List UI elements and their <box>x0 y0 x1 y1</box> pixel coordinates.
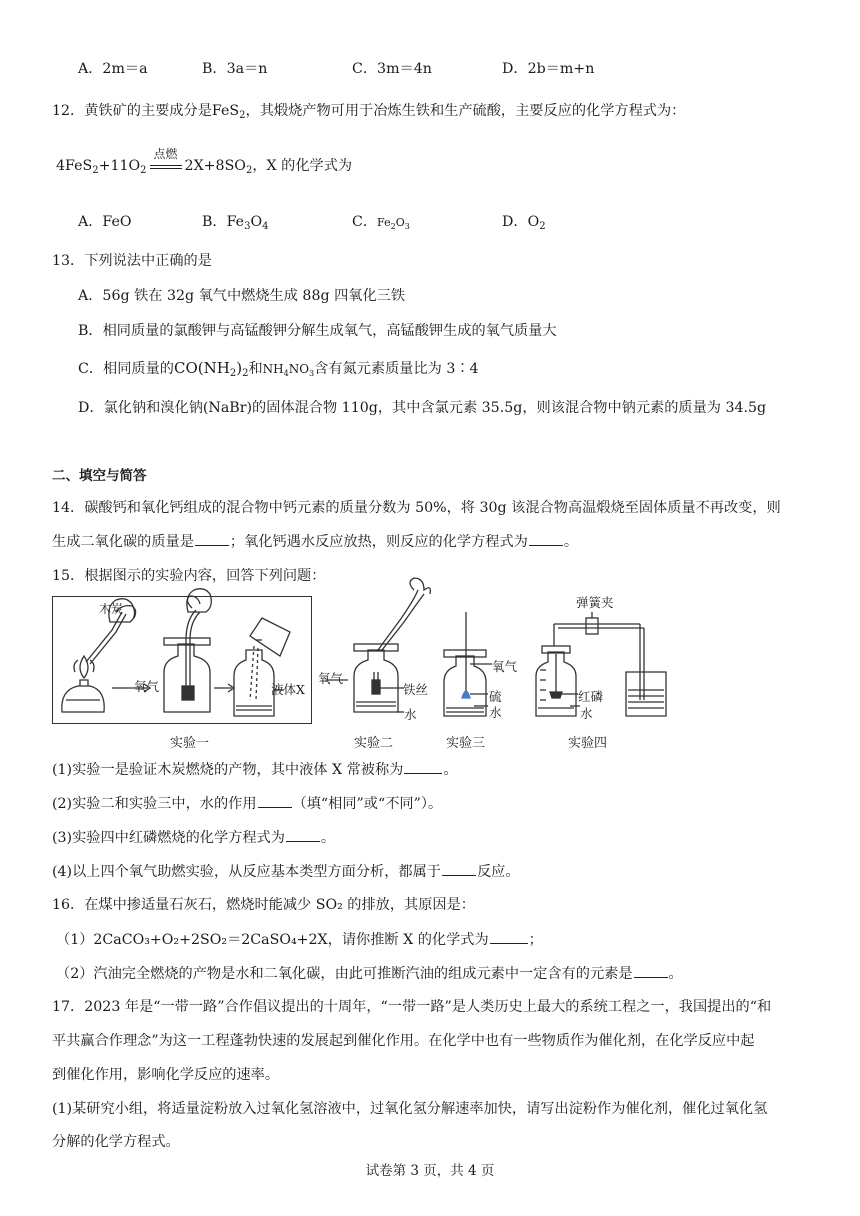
answer-blank[interactable] <box>404 759 442 774</box>
label-liquid-x: 液体X <box>271 682 305 697</box>
q12-stem: 12．黄铁矿的主要成分是FeS$_2$，其煅烧产物可用于冶炼生铁和生产硫酸，主要反应的化学方程式为： <box>52 103 686 121</box>
answer-blank[interactable] <box>490 929 528 944</box>
q12-option-c: C．$Fe_2O_3$ <box>352 214 410 231</box>
label-oxygen-2: 氧气 <box>318 671 344 686</box>
q13-option-d: D．氯化钠和溴化钠(NaBr)的固体混合物 110g，其中含氯元素 35.5g，则该混合物中钠元素的质量为 34.5g <box>78 400 767 416</box>
label-water-2: 水 <box>404 707 417 722</box>
caption-exp-4: 实验四 <box>568 736 608 751</box>
page-footer: 试卷第 3 页，共 4 页 <box>365 1163 495 1179</box>
q15-part-4: (4)以上四个氧气助燃实验，从反应基本类型方面分析，都属于 反应。 <box>52 861 520 882</box>
q17-part-1-cont: 分解的化学方程式。 <box>52 1134 180 1150</box>
q13-stem: 13．下列说法中正确的是 <box>52 253 212 269</box>
q17-line2: 平共赢合作理念”为这一工程蓬勃快速的发展起到催化作用。在化学中也有一些物质作为催化剂，在化学反应中起 <box>52 1033 755 1049</box>
q16-part-1: （1）2CaCO₃+O₂+2SO₂＝2CaSO₄+2X，请你推断 X 的化学式为 ； <box>56 929 543 950</box>
label-charcoal: 木炭 <box>99 602 124 616</box>
answer-blank[interactable] <box>286 827 320 842</box>
section-heading: 二、填空与简答 <box>52 468 147 484</box>
label-water-4: 水 <box>580 706 593 721</box>
q15-stem: 15．根据图示的实验内容，回答下列问题： <box>52 568 326 584</box>
caption-exp-3: 实验三 <box>446 736 486 751</box>
answer-blank[interactable] <box>442 861 476 876</box>
caption-exp-2: 实验二 <box>354 736 394 751</box>
label-red-phosphorus: 红磷 <box>578 689 604 704</box>
q17-part-1: (1)某研究小组，将适量淀粉放入过氧化氢溶液中，过氧化氢分解速率加快，请写出淀粉作为催化剂，催化过氧化氢 <box>52 1101 768 1117</box>
q17-line3: 到催化作用，影响化学反应的速率。 <box>52 1067 280 1083</box>
q15-part-1: (1)实验一是验证木炭燃烧的产物，其中液体 X 常被称为 。 <box>52 759 458 780</box>
q11-option-c: C．3m＝4n <box>352 61 432 77</box>
reaction-condition: 点燃 <box>148 156 184 176</box>
answer-blank[interactable] <box>258 793 292 808</box>
q15-part-3: (3)实验四中红磷燃烧的化学方程式为 。 <box>52 827 335 848</box>
q13-option-a: A．56g 铁在 32g 氧气中燃烧生成 88g 四氧化三铁 <box>78 288 406 304</box>
label-oxygen-1: 氧气 <box>134 679 160 694</box>
label-sulfur: 硫 <box>489 689 502 704</box>
q14-line2: 生成二氧化碳的质量是 ；氧化钙遇水反应放热，则反应的化学方程式为 。 <box>52 531 578 552</box>
q12-option-b: B．$Fe_3O_4$ <box>202 214 269 232</box>
label-spring-clamp: 弹簧夹 <box>576 595 614 610</box>
answer-blank[interactable] <box>634 963 668 978</box>
q16-stem: 16．在煤中掺适量石灰石，燃烧时能减少 SO₂ 的排放，其原因是： <box>52 897 475 913</box>
q14-line1: 14．碳酸钙和氧化钙组成的混合物中钙元素的质量分数为 50%，将 30g 该混合物高温煅烧至固体质量不再改变，则 <box>52 500 781 516</box>
caption-exp-1: 实验一 <box>170 736 210 751</box>
q11-option-a: A．2m＝a <box>78 61 148 77</box>
q16-part-2: （2）汽油完全燃烧的产物是水和二氧化碳，由此可推断汽油的组成元素中一定含有的元素是 。 <box>56 963 683 984</box>
q11-option-b: B．3a＝n <box>202 61 268 77</box>
label-oxygen-3: 氧气 <box>492 659 518 674</box>
q13-option-b: B．相同质量的氯酸钾与高锰酸钾分解生成氧气，高锰酸钾生成的氧气质量大 <box>78 323 557 339</box>
q11-option-d: D．2b＝m+n <box>502 61 595 77</box>
q12-option-a: A．FeO <box>78 214 132 230</box>
q12-option-d: D．$O_2$ <box>502 214 546 232</box>
q13-option-c: C．相同质量的$CO(NH_2)_2$和$NH_4NO_3$含有氮元素质量比为 3∶4 <box>78 359 479 379</box>
label-water-3: 水 <box>489 705 502 720</box>
q15-part-2: (2)实验二和实验三中，水的作用 （填“相同”或“不同”）。 <box>52 793 442 814</box>
q17-line1: 17．2023 年是“一带一路”合作倡议提出的十周年，“一带一路”是人类历史上最大的系统工程之一，我国提出的“和 <box>52 999 772 1015</box>
q12-equation: $4FeS_2+11O_2$ 点燃 $2X+8SO_2$，X 的化学式为 <box>56 147 353 176</box>
label-iron-wire: 铁丝 <box>403 682 429 697</box>
